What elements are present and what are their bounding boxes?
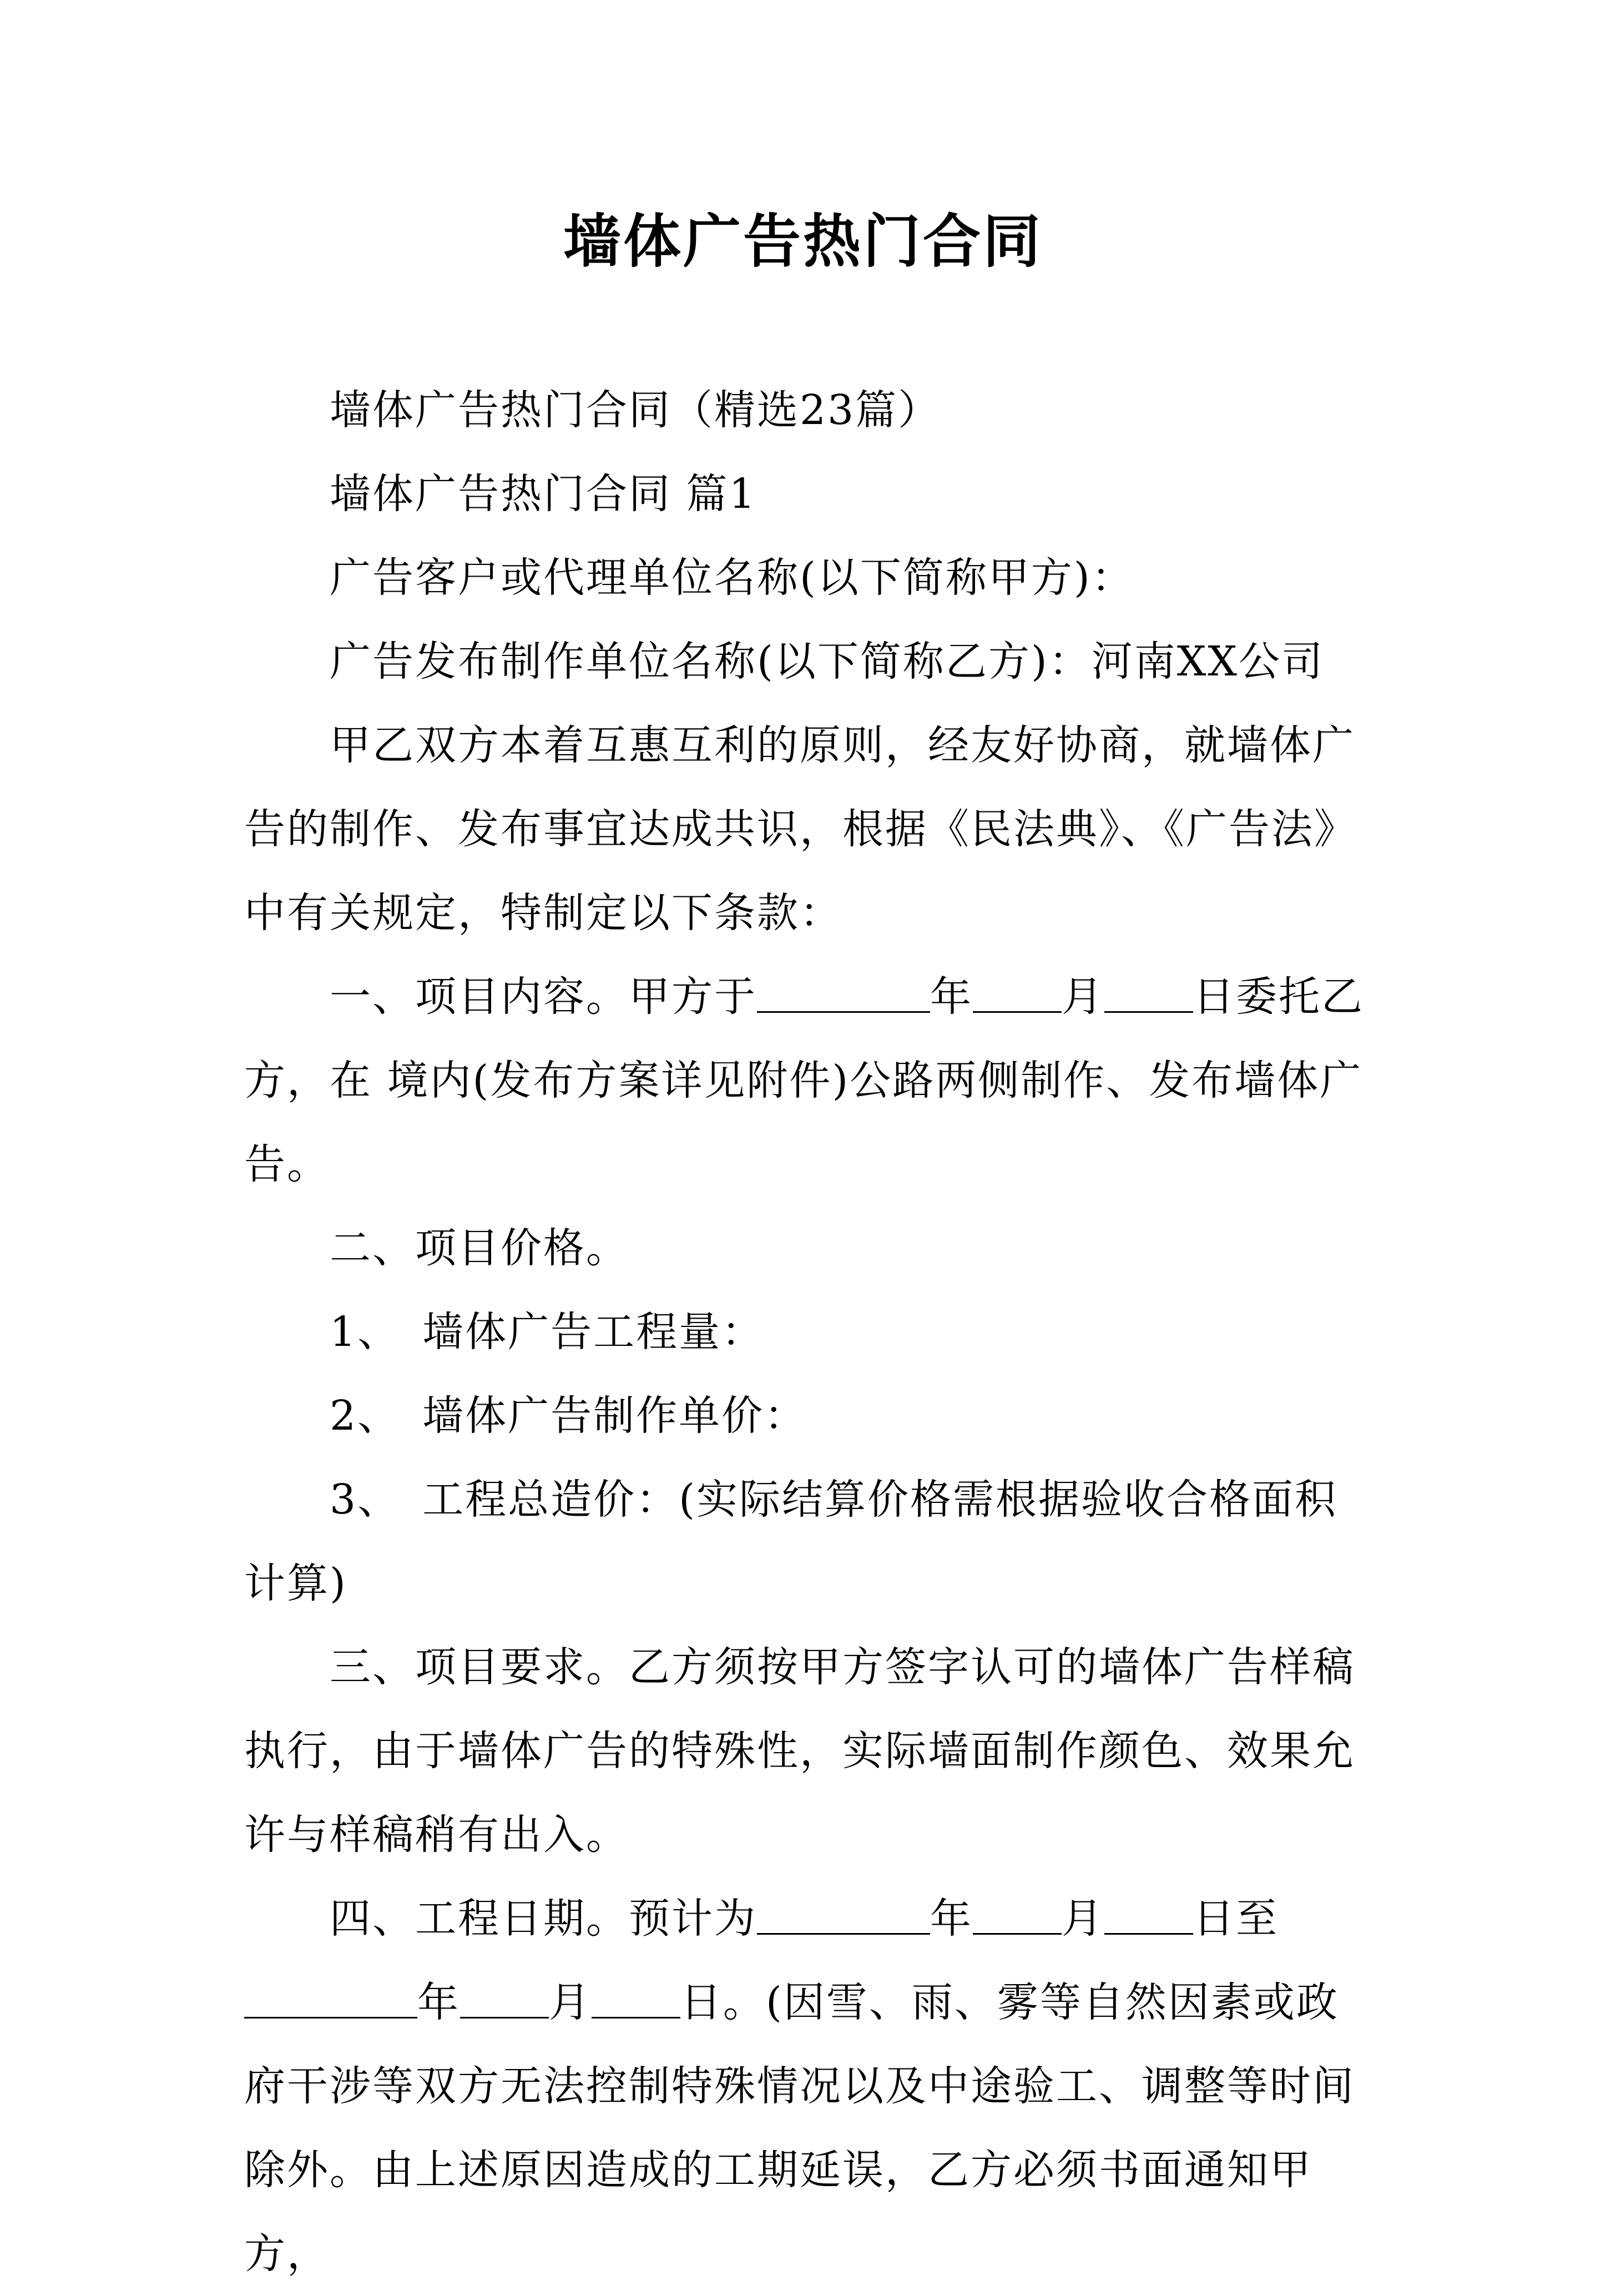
paragraph-section-heading: 墙体广告热门合同 篇1	[330, 470, 757, 518]
paragraph-clause-1	[244, 955, 1376, 1207]
blank-day-start	[1104, 1894, 1193, 1934]
blank-year	[757, 972, 930, 1012]
document-body	[244, 369, 1376, 2296]
blank-month	[973, 972, 1062, 1012]
paragraph-item-2: 2、 墙体广告制作单价：	[330, 1392, 807, 1440]
clause-1-rest: 日委托乙方，在 境内(发布方案详见附件)公路两侧制作、发布墙体广告。	[244, 973, 1364, 1188]
blank-month-end	[460, 1977, 549, 2018]
document-title: 墙体广告热门合同	[563, 207, 1043, 275]
paragraph-preamble: 甲乙双方本着互惠互利的原则，经友好协商，就墙体广告的制作、发布事宜达成共识，根据《民法典》、《广告法》中有关规定，特制定以下条款：	[244, 721, 1357, 937]
clause-1-year: 年	[930, 973, 973, 1021]
blank-day	[1104, 972, 1193, 1012]
paragraph-clause-2: 二、项目价格。	[330, 1224, 629, 1272]
clause-4-year: 年	[930, 1895, 973, 1942]
blank-day-end	[592, 1977, 680, 2018]
paragraph-clause-3: 三、项目要求。乙方须按甲方签字认可的墙体广告样稿执行，由于墙体广告的特殊性，实际墙面制作颜色、效果允许与样稿稍有出入。	[244, 1643, 1355, 1859]
paragraph-clause-4	[244, 1877, 1376, 2296]
clause-4-year-2: 年	[417, 1979, 460, 2026]
clause-4-day-to: 日至	[1193, 1895, 1279, 1942]
clause-4-month: 月	[1062, 1895, 1104, 1942]
blank-year-end	[244, 1977, 417, 2018]
clause-4-month-2: 月	[549, 1979, 592, 2026]
clause-4-lead: 四、工程日期。预计为	[330, 1895, 757, 1942]
clause-1-lead: 一、项目内容。甲方于	[330, 973, 757, 1021]
paragraph-subtitle: 墙体广告热门合同（精选23篇）	[330, 386, 941, 434]
paragraph-item-3: 3、 工程总造价：(实际结算价格需根据验收合格面积计算)	[244, 1476, 1337, 1607]
paragraph-party-a: 广告客户或代理单位名称(以下简称甲方)：	[330, 554, 1134, 602]
blank-month-start	[973, 1894, 1062, 1934]
paragraph-item-1: 1、 墙体广告工程量：	[330, 1308, 765, 1356]
clause-1-month: 月	[1062, 973, 1104, 1021]
blank-year-start	[757, 1894, 930, 1934]
clause-4-rest: 日。(因雪、雨、雾等自然因素或政府干涉等双方无法控制特殊情况以及中途验工、调整等时间除外。由上述原因造成的工期延误，乙方必须书面通知甲方，	[244, 1979, 1355, 2278]
paragraph-party-b: 广告发布制作单位名称(以下简称乙方)：河南XX公司	[330, 638, 1325, 685]
